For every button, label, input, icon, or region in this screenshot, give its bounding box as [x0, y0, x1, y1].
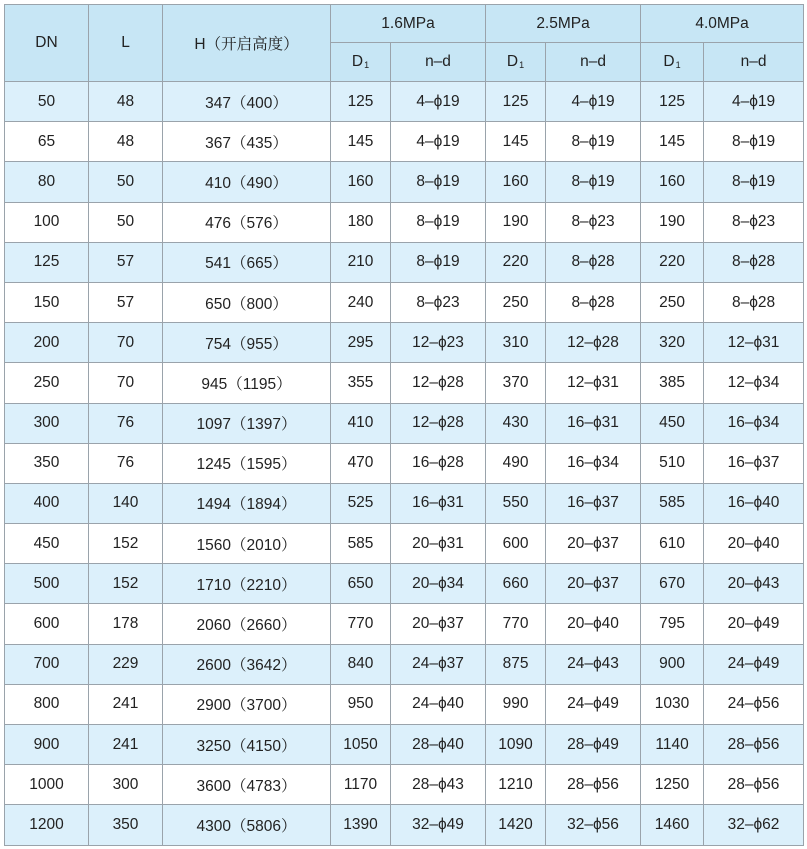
cell-d1-2-5: 250	[486, 282, 546, 322]
cell-dn: 65	[5, 122, 89, 162]
cell-d1-1-6: 1050	[331, 725, 391, 765]
cell-d1-4-0: 795	[641, 604, 704, 644]
cell-d1-4-0: 1250	[641, 765, 704, 805]
cell-d1-2-5: 490	[486, 443, 546, 483]
cell-dn: 150	[5, 282, 89, 322]
cell-nd-1-6: 32–ϕ49	[391, 805, 486, 845]
cell-dn: 900	[5, 725, 89, 765]
cell-nd-4-0: 16–ϕ37	[704, 443, 804, 483]
cell-d1-4-0: 160	[641, 162, 704, 202]
cell-d1-1-6: 585	[331, 524, 391, 564]
cell-l: 57	[89, 282, 163, 322]
cell-dn: 700	[5, 644, 89, 684]
cell-d1-2-5: 220	[486, 242, 546, 282]
cell-d1-4-0: 670	[641, 564, 704, 604]
table-row	[5, 765, 804, 805]
cell-d1-1-6: 470	[331, 443, 391, 483]
header-pressure-2-5: 2.5MPa	[486, 5, 641, 43]
cell-dn: 450	[5, 524, 89, 564]
header-nd: n–d	[391, 43, 486, 82]
cell-nd-1-6: 12–ϕ28	[391, 403, 486, 443]
cell-dn: 800	[5, 684, 89, 724]
table-row	[5, 403, 804, 443]
cell-nd-1-6: 12–ϕ23	[391, 323, 486, 363]
cell-d1-2-5: 190	[486, 202, 546, 242]
cell-d1-4-0: 125	[641, 82, 704, 122]
cell-dn: 300	[5, 403, 89, 443]
cell-nd-1-6: 24–ϕ40	[391, 684, 486, 724]
cell-nd-4-0: 16–ϕ34	[704, 403, 804, 443]
table-row	[5, 684, 804, 724]
cell-nd-4-0: 24–ϕ56	[704, 684, 804, 724]
cell-d1-2-5: 310	[486, 323, 546, 363]
cell-nd-4-0: 12–ϕ34	[704, 363, 804, 403]
cell-h: 347（400）	[163, 82, 331, 122]
cell-d1-4-0: 320	[641, 323, 704, 363]
header-pressure-1-6: 1.6MPa	[331, 5, 486, 43]
cell-d1-1-6: 840	[331, 644, 391, 684]
cell-nd-1-6: 28–ϕ40	[391, 725, 486, 765]
cell-d1-1-6: 355	[331, 363, 391, 403]
cell-d1-1-6: 125	[331, 82, 391, 122]
cell-h: 3600（4783）	[163, 765, 331, 805]
cell-nd-4-0: 20–ϕ49	[704, 604, 804, 644]
cell-dn: 250	[5, 363, 89, 403]
cell-d1-1-6: 525	[331, 483, 391, 523]
cell-nd-2-5: 20–ϕ37	[546, 564, 641, 604]
cell-d1-1-6: 410	[331, 403, 391, 443]
cell-dn: 1200	[5, 805, 89, 845]
cell-nd-4-0: 16–ϕ40	[704, 483, 804, 523]
cell-h: 1097（1397）	[163, 403, 331, 443]
cell-nd-1-6: 12–ϕ28	[391, 363, 486, 403]
table-row	[5, 524, 804, 564]
cell-dn: 125	[5, 242, 89, 282]
header-l: L	[89, 5, 163, 82]
cell-nd-2-5: 8–ϕ23	[546, 202, 641, 242]
cell-dn: 100	[5, 202, 89, 242]
header-dn: DN	[5, 5, 89, 82]
cell-dn: 500	[5, 564, 89, 604]
cell-nd-1-6: 4–ϕ19	[391, 122, 486, 162]
table-row	[5, 242, 804, 282]
header-nd: n–d	[704, 43, 804, 82]
cell-d1-4-0: 900	[641, 644, 704, 684]
cell-h: 2600（3642）	[163, 644, 331, 684]
cell-d1-2-5: 1420	[486, 805, 546, 845]
cell-d1-1-6: 160	[331, 162, 391, 202]
cell-l: 48	[89, 122, 163, 162]
cell-d1-4-0: 610	[641, 524, 704, 564]
cell-d1-1-6: 950	[331, 684, 391, 724]
cell-nd-4-0: 8–ϕ28	[704, 242, 804, 282]
header-d1-sub: 1	[519, 60, 525, 70]
cell-h: 754（955）	[163, 323, 331, 363]
cell-l: 48	[89, 82, 163, 122]
header-h: H（开启高度）	[163, 5, 331, 82]
cell-nd-4-0: 4–ϕ19	[704, 82, 804, 122]
cell-h: 650（800）	[163, 282, 331, 322]
cell-l: 50	[89, 162, 163, 202]
cell-dn: 400	[5, 483, 89, 523]
cell-nd-4-0: 20–ϕ43	[704, 564, 804, 604]
cell-nd-2-5: 20–ϕ37	[546, 524, 641, 564]
table-row	[5, 202, 804, 242]
cell-nd-1-6: 20–ϕ31	[391, 524, 486, 564]
cell-d1-2-5: 370	[486, 363, 546, 403]
cell-h: 1494（1894）	[163, 483, 331, 523]
cell-nd-2-5: 24–ϕ43	[546, 644, 641, 684]
cell-d1-2-5: 145	[486, 122, 546, 162]
cell-d1-4-0: 385	[641, 363, 704, 403]
cell-h: 3250（4150）	[163, 725, 331, 765]
cell-nd-2-5: 12–ϕ31	[546, 363, 641, 403]
cell-nd-2-5: 20–ϕ40	[546, 604, 641, 644]
cell-l: 50	[89, 202, 163, 242]
cell-nd-1-6: 8–ϕ19	[391, 162, 486, 202]
cell-dn: 50	[5, 82, 89, 122]
cell-nd-1-6: 4–ϕ19	[391, 82, 486, 122]
cell-d1-4-0: 220	[641, 242, 704, 282]
table-row	[5, 483, 804, 523]
table-row	[5, 564, 804, 604]
cell-d1-4-0: 190	[641, 202, 704, 242]
cell-d1-1-6: 145	[331, 122, 391, 162]
header-d1-sub: 1	[364, 60, 370, 70]
cell-h: 4300（5806）	[163, 805, 331, 845]
cell-nd-2-5: 12–ϕ28	[546, 323, 641, 363]
cell-d1-2-5: 125	[486, 82, 546, 122]
cell-d1-4-0: 450	[641, 403, 704, 443]
cell-d1-1-6: 1390	[331, 805, 391, 845]
table-row	[5, 443, 804, 483]
cell-nd-2-5: 8–ϕ19	[546, 122, 641, 162]
cell-d1-4-0: 585	[641, 483, 704, 523]
cell-d1-4-0: 250	[641, 282, 704, 322]
cell-nd-4-0: 8–ϕ28	[704, 282, 804, 322]
table-body	[5, 82, 804, 846]
cell-nd-4-0: 8–ϕ19	[704, 122, 804, 162]
header-d1-main: D	[506, 53, 519, 70]
cell-d1-4-0: 1030	[641, 684, 704, 724]
cell-d1-1-6: 295	[331, 323, 391, 363]
header-d1-sub: 1	[675, 60, 681, 70]
cell-nd-4-0: 28–ϕ56	[704, 765, 804, 805]
cell-nd-2-5: 28–ϕ56	[546, 765, 641, 805]
cell-h: 1710（2210）	[163, 564, 331, 604]
cell-l: 241	[89, 684, 163, 724]
cell-nd-1-6: 20–ϕ34	[391, 564, 486, 604]
table-row	[5, 162, 804, 202]
cell-d1-4-0: 1460	[641, 805, 704, 845]
cell-nd-2-5: 16–ϕ37	[546, 483, 641, 523]
cell-nd-4-0: 28–ϕ56	[704, 725, 804, 765]
cell-nd-1-6: 24–ϕ37	[391, 644, 486, 684]
table-row	[5, 604, 804, 644]
table-row	[5, 122, 804, 162]
cell-dn: 600	[5, 604, 89, 644]
cell-nd-4-0: 8–ϕ23	[704, 202, 804, 242]
cell-h: 541（665）	[163, 242, 331, 282]
cell-h: 2900（3700）	[163, 684, 331, 724]
cell-nd-1-6: 28–ϕ43	[391, 765, 486, 805]
header-nd: n–d	[546, 43, 641, 82]
cell-dn: 1000	[5, 765, 89, 805]
cell-h: 476（576）	[163, 202, 331, 242]
header-d1-main: D	[663, 53, 675, 70]
cell-nd-1-6: 20–ϕ37	[391, 604, 486, 644]
table-row	[5, 725, 804, 765]
cell-nd-2-5: 4–ϕ19	[546, 82, 641, 122]
cell-d1-1-6: 180	[331, 202, 391, 242]
cell-d1-1-6: 650	[331, 564, 391, 604]
cell-l: 76	[89, 443, 163, 483]
cell-d1-2-5: 1090	[486, 725, 546, 765]
cell-h: 367（435）	[163, 122, 331, 162]
cell-l: 241	[89, 725, 163, 765]
cell-dn: 350	[5, 443, 89, 483]
cell-d1-4-0: 510	[641, 443, 704, 483]
cell-dn: 80	[5, 162, 89, 202]
cell-d1-1-6: 770	[331, 604, 391, 644]
header-pressure-4-0: 4.0MPa	[641, 5, 804, 43]
cell-l: 178	[89, 604, 163, 644]
cell-d1-2-5: 430	[486, 403, 546, 443]
cell-l: 152	[89, 564, 163, 604]
cell-d1-2-5: 600	[486, 524, 546, 564]
cell-l: 350	[89, 805, 163, 845]
cell-l: 300	[89, 765, 163, 805]
cell-nd-4-0: 8–ϕ19	[704, 162, 804, 202]
header-d1	[486, 43, 546, 82]
cell-l: 152	[89, 524, 163, 564]
table-row	[5, 644, 804, 684]
cell-nd-2-5: 32–ϕ56	[546, 805, 641, 845]
cell-d1-4-0: 145	[641, 122, 704, 162]
cell-d1-2-5: 660	[486, 564, 546, 604]
cell-nd-2-5: 16–ϕ31	[546, 403, 641, 443]
valve-dimension-table	[4, 4, 804, 846]
header-row-main	[5, 5, 804, 43]
cell-d1-2-5: 770	[486, 604, 546, 644]
table-row	[5, 363, 804, 403]
cell-nd-4-0: 24–ϕ49	[704, 644, 804, 684]
cell-l: 229	[89, 644, 163, 684]
table-row	[5, 82, 804, 122]
table-row	[5, 805, 804, 845]
header-d1	[331, 43, 391, 82]
table-row	[5, 282, 804, 322]
cell-nd-2-5: 8–ϕ19	[546, 162, 641, 202]
cell-nd-4-0: 32–ϕ62	[704, 805, 804, 845]
header-d1-main: D	[351, 53, 364, 70]
cell-nd-2-5: 8–ϕ28	[546, 282, 641, 322]
cell-l: 57	[89, 242, 163, 282]
cell-d1-2-5: 160	[486, 162, 546, 202]
header-d1	[641, 43, 704, 82]
cell-nd-2-5: 8–ϕ28	[546, 242, 641, 282]
cell-l: 70	[89, 363, 163, 403]
cell-d1-2-5: 990	[486, 684, 546, 724]
cell-h: 410（490）	[163, 162, 331, 202]
cell-h: 2060（2660）	[163, 604, 331, 644]
cell-dn: 200	[5, 323, 89, 363]
cell-d1-1-6: 240	[331, 282, 391, 322]
cell-d1-2-5: 550	[486, 483, 546, 523]
cell-l: 140	[89, 483, 163, 523]
cell-nd-2-5: 16–ϕ34	[546, 443, 641, 483]
cell-d1-2-5: 1210	[486, 765, 546, 805]
cell-h: 945（1195）	[163, 363, 331, 403]
cell-nd-1-6: 8–ϕ19	[391, 202, 486, 242]
cell-h: 1245（1595）	[163, 443, 331, 483]
cell-d1-1-6: 210	[331, 242, 391, 282]
cell-l: 76	[89, 403, 163, 443]
cell-d1-2-5: 875	[486, 644, 546, 684]
cell-h: 1560（2010）	[163, 524, 331, 564]
cell-nd-1-6: 16–ϕ28	[391, 443, 486, 483]
cell-nd-1-6: 16–ϕ31	[391, 483, 486, 523]
cell-nd-1-6: 8–ϕ23	[391, 282, 486, 322]
cell-nd-2-5: 24–ϕ49	[546, 684, 641, 724]
cell-l: 70	[89, 323, 163, 363]
cell-nd-1-6: 8–ϕ19	[391, 242, 486, 282]
cell-d1-4-0: 1140	[641, 725, 704, 765]
cell-nd-4-0: 20–ϕ40	[704, 524, 804, 564]
cell-nd-4-0: 12–ϕ31	[704, 323, 804, 363]
table-row	[5, 323, 804, 363]
cell-d1-1-6: 1170	[331, 765, 391, 805]
cell-nd-2-5: 28–ϕ49	[546, 725, 641, 765]
